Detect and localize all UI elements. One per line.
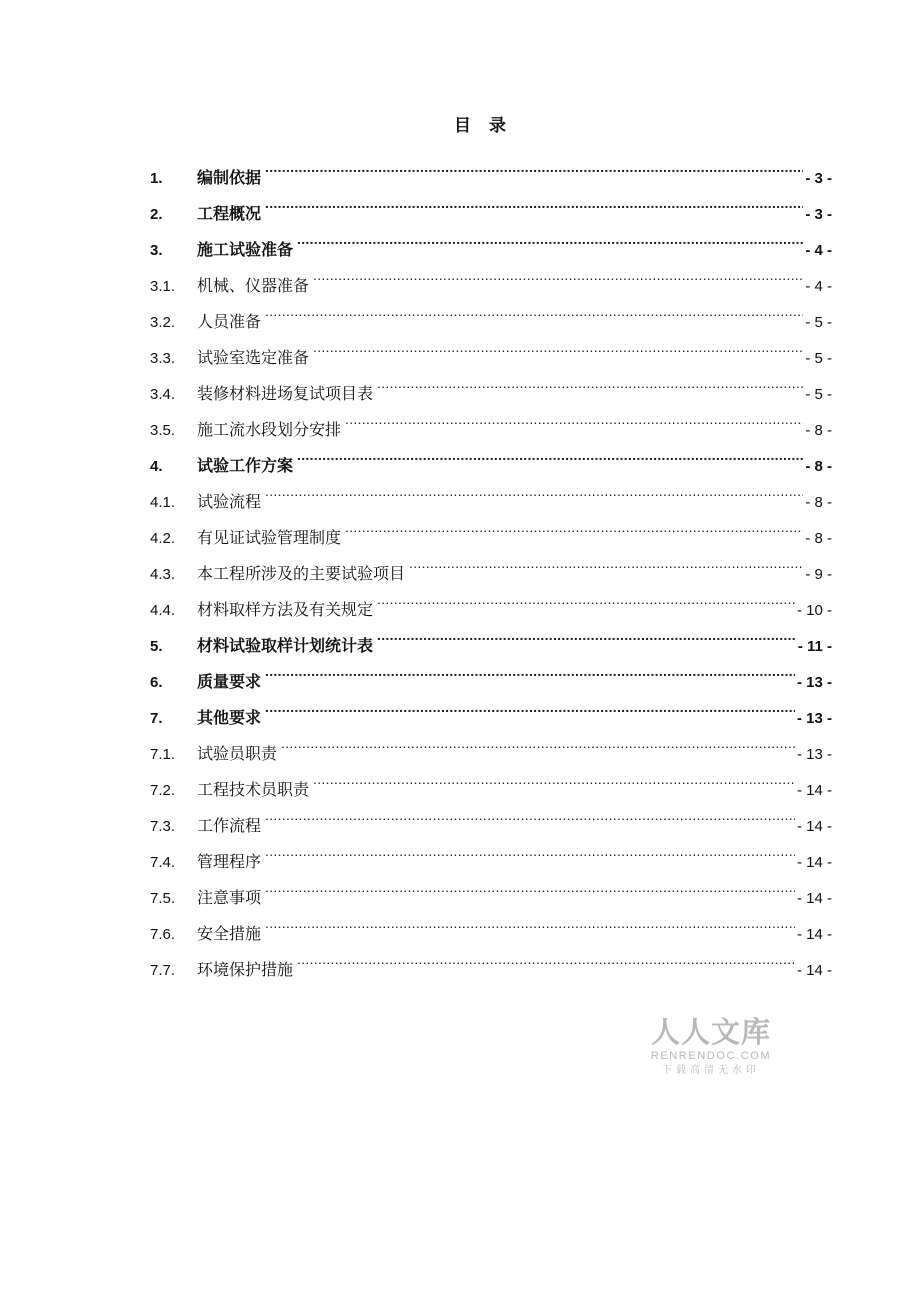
toc-dot-leader [297, 939, 795, 975]
toc-entry-label: 有见证试验管理制度 [197, 528, 342, 547]
toc-entry-page: - 13 - [796, 746, 832, 763]
toc-entry-label: 其他要求 [197, 708, 262, 727]
toc-entry-page: - 14 - [796, 818, 832, 835]
toc-entry-page: - 9 - [805, 566, 832, 583]
toc-entry-page: - 11 - [797, 638, 832, 655]
toc-entry-number: 4.4. [150, 602, 176, 619]
toc-entry-page: - 13 - [796, 710, 832, 727]
watermark-tagline: 下载高清无水印 [662, 1065, 760, 1076]
toc-entry-label: 编制依据 [197, 168, 262, 187]
toc-entry-number: 4.1. [150, 494, 176, 511]
toc-entry-page: - 5 - [805, 314, 832, 331]
toc-entry-label: 材料试验取样计划统计表 [197, 636, 374, 655]
toc-entry-number: 7.2. [150, 782, 176, 799]
toc-entry-label: 本工程所涉及的主要试验项目 [197, 564, 406, 583]
toc-entry-label: 装修材料进场复试项目表 [197, 384, 374, 403]
toc-entry-number: 7.7. [150, 962, 176, 979]
toc-entry-label: 材料取样方法及有关规定 [197, 600, 374, 619]
toc-dot-leader [377, 363, 803, 399]
toc-entry-label: 机械、仪器准备 [197, 276, 310, 295]
toc-dot-leader [265, 831, 795, 867]
toc-dot-leader [265, 183, 803, 219]
toc-entry-number: 3. [150, 242, 163, 259]
toc-entry-number: 3.1. [150, 278, 176, 295]
toc-dot-leader [409, 543, 803, 579]
toc-entry-number: 5. [150, 638, 163, 655]
toc-entry-number: 7.3. [150, 818, 176, 835]
watermark-logo [646, 1015, 776, 1079]
toc-entry-label: 试验员职责 [197, 744, 278, 763]
toc-dot-leader [377, 615, 796, 651]
toc-entry-page: - 8 - [805, 422, 832, 439]
toc-entry-page: - 8 - [805, 530, 832, 547]
toc-entry-label: 试验工作方案 [197, 456, 294, 475]
toc-entry-number: 3.5. [150, 422, 176, 439]
toc-entry-number: 7.4. [150, 854, 176, 871]
toc-entry-page: - 14 - [796, 890, 832, 907]
toc-entry-number: 7.6. [150, 926, 176, 943]
toc-entry-page: - 14 - [796, 962, 832, 979]
toc-entry-page: - 4 - [805, 278, 832, 295]
toc-entry-label: 质量要求 [197, 672, 262, 691]
toc-entry-label: 施工试验准备 [197, 240, 294, 259]
toc-entry-label: 试验室选定准备 [197, 348, 310, 367]
toc-dot-leader [265, 903, 795, 939]
toc-dot-leader [265, 471, 803, 507]
toc-entry-page: - 14 - [796, 854, 832, 871]
toc-entry-number: 4.3. [150, 566, 176, 583]
toc-entry-label: 施工流水段划分安排 [197, 420, 342, 439]
toc-entry-page: - 8 - [805, 494, 832, 511]
toc-entry-label: 试验流程 [197, 492, 262, 511]
toc-dot-leader [265, 795, 795, 831]
toc-dot-leader [265, 867, 795, 903]
toc-entry-label: 环境保护措施 [197, 960, 294, 979]
toc-entry-page: - 8 - [805, 458, 832, 475]
toc-dot-leader [265, 291, 803, 327]
toc-entry-label: 工程技术员职责 [197, 780, 310, 799]
toc-entry-number: 3.4. [150, 386, 176, 403]
toc-dot-leader [345, 399, 803, 435]
toc-entry-page: - 10 - [796, 602, 832, 619]
toc-entry-number: 2. [150, 206, 163, 223]
toc-dot-leader [313, 327, 803, 363]
toc-entry-page: - 3 - [805, 170, 832, 187]
toc-dot-leader [297, 435, 803, 471]
toc-entry-page: - 4 - [805, 242, 832, 259]
toc-entry-number: 6. [150, 674, 163, 691]
toc-entry-page: - 13 - [796, 674, 832, 691]
toc-entry-label: 工程概况 [197, 204, 262, 223]
toc-dot-leader [345, 507, 803, 543]
watermark-domain: RENRENDOC.COM [650, 1050, 772, 1062]
toc-entry-page: - 3 - [805, 206, 832, 223]
toc-entry-label: 注意事项 [197, 888, 262, 907]
toc-dot-leader [281, 723, 795, 759]
toc-entry-page: - 14 - [796, 782, 832, 799]
toc-list [150, 147, 832, 979]
toc-dot-leader [313, 759, 795, 795]
toc-dot-leader [265, 687, 795, 723]
toc-entry-page: - 14 - [796, 926, 832, 943]
toc-entry-number: 4.2. [150, 530, 176, 547]
toc-entry-page: - 5 - [805, 386, 832, 403]
toc-entry-number: 3.3. [150, 350, 176, 367]
toc-entry-label: 工作流程 [197, 816, 262, 835]
toc-dot-leader [313, 255, 803, 291]
toc-entry-label: 安全措施 [197, 924, 262, 943]
toc-entry-label: 管理程序 [197, 852, 262, 871]
toc-dot-leader [265, 147, 803, 183]
toc-dot-leader [297, 219, 803, 255]
toc-entry-number: 7.1. [150, 746, 176, 763]
toc-title: 目 录 [454, 116, 512, 136]
toc-entry-number: 1. [150, 170, 163, 187]
toc-entry-number: 7.5. [150, 890, 176, 907]
toc-entry-number: 3.2. [150, 314, 176, 331]
toc-entry[interactable] [150, 147, 832, 187]
watermark-brand: 人人文库 [650, 1015, 771, 1049]
toc-entry-number: 4. [150, 458, 163, 475]
toc-entry-label: 人员准备 [197, 312, 262, 331]
toc-entry-page: - 5 - [805, 350, 832, 367]
toc-entry-number: 7. [150, 710, 163, 727]
toc-dot-leader [377, 579, 795, 615]
toc-dot-leader [265, 651, 795, 687]
